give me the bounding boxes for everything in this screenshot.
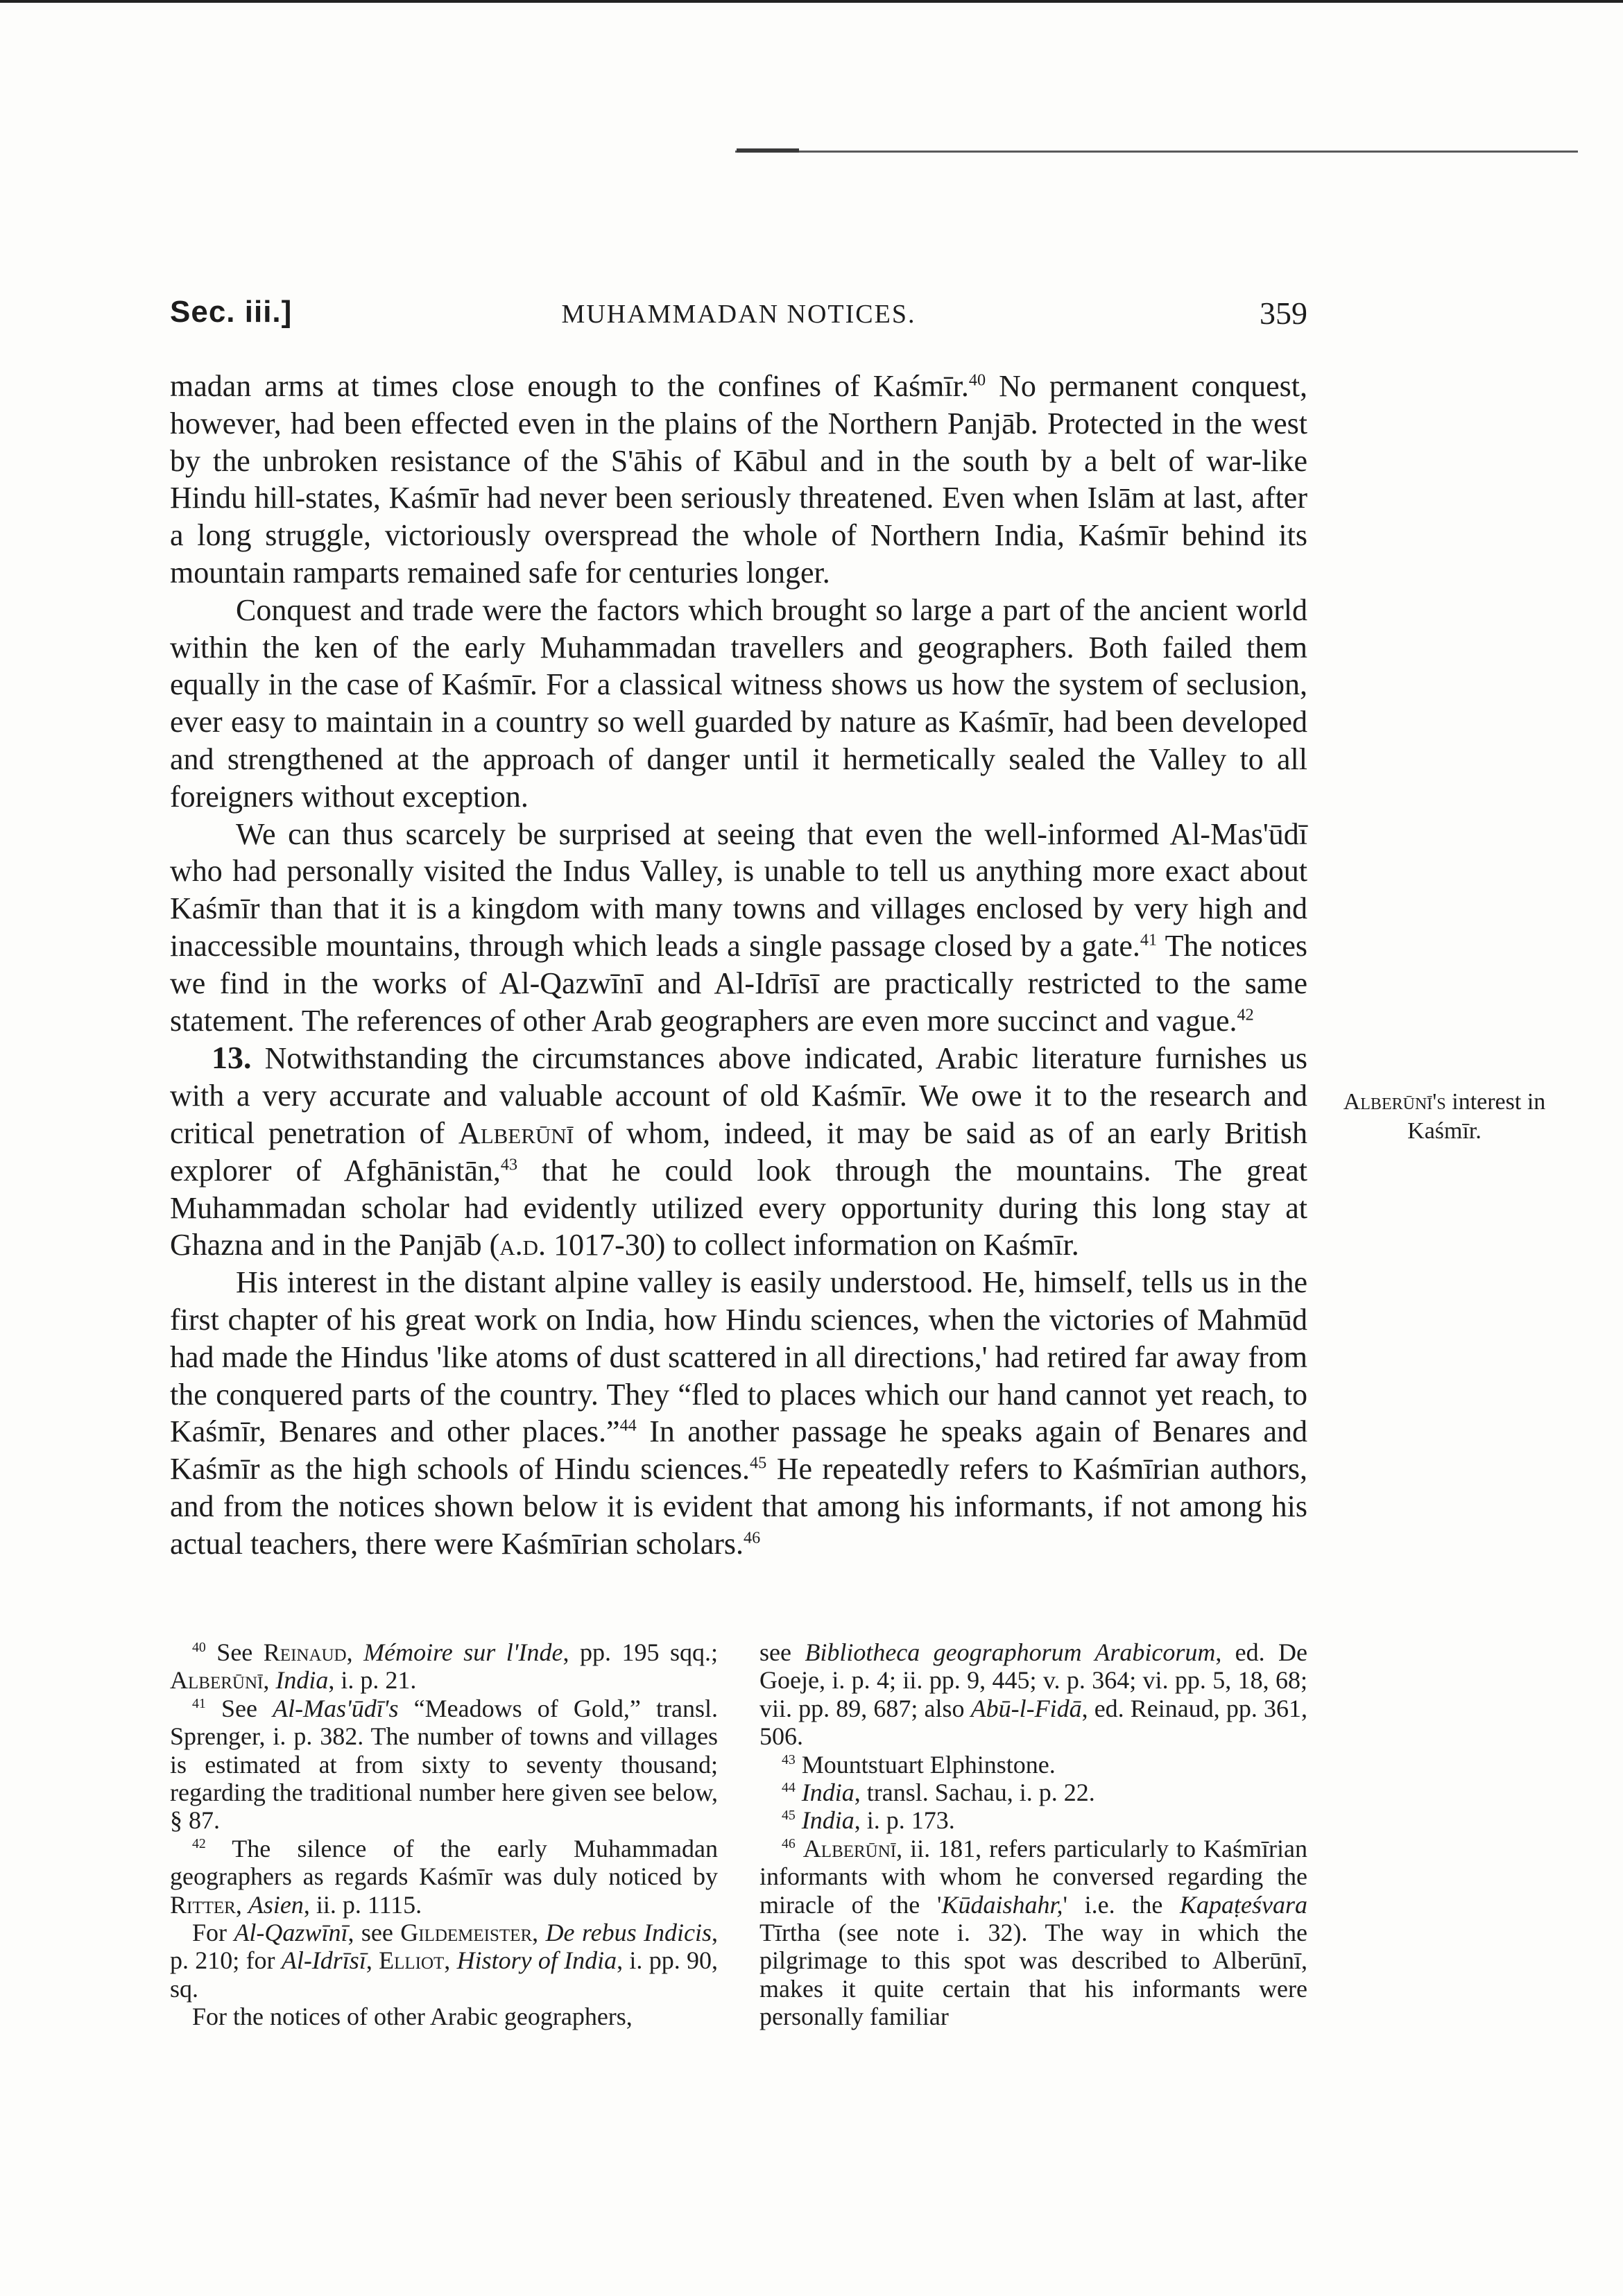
- footnote-44: $^{44}$ India, transl. Sachau, i. p. 22.: [782, 1779, 1095, 1807]
- page-number: 359: [1260, 295, 1307, 331]
- footnote-ref: 45: [750, 1453, 767, 1473]
- footnote-40: $^{40}$ See Reinaud, Mémoire sur l'Inde, pp. 195 sqq.; Alberūnī, India, i. p. 21.: [170, 1638, 718, 1695]
- footnotes-left-column: [170, 1638, 718, 2031]
- main-text: [170, 368, 1307, 1563]
- paragraph-5: His interest in the distant alpine valley is easily understood. He, himself, tells us in the first chapter of his great work on India, how Hindu sciences, when the victories of Mahmūd had made the Hindus 'like atoms of dust scattered in all directions,' had retired far away from the conquered parts of the country. They “fled to places which our hand cannot yet reach, to Kaśmīr, Benares and other places.”$^{44}$ In another passage he speaks again of Benares and Kaśmīr as the high schools of Hindu sciences.$^{45}$ He repeatedly refers to Kaśmīrian authors, and from the notices shown below it is evident that among his informants, if not among his actual teachers, there were Kaśmīrian scholars.$^{46}$: [170, 1265, 1307, 1561]
- marginal-note: Alberūnī's interest in Kaśmīr.: [1343, 1089, 1546, 1144]
- footnote-ref: 43: [500, 1155, 518, 1174]
- footnote-46: $^{46}$ Alberūnī, ii. 181, refers particularly to Kaśmīrian informants with whom he conversed regarding the miracle of the 'Kūdaishahr,' i.e. the Kapaṭeśvara Tīrtha (see note i. 32). The way in which the pilgrimage to this spot was described to Alberūnī, makes it quite certain that his informants were personally familiar: [759, 1834, 1308, 2031]
- footnote-ref: 44: [619, 1416, 637, 1435]
- footnote-43: $^{43}$ Mountstuart Elphinstone.: [782, 1750, 1056, 1779]
- paragraph-2: Conquest and trade were the factors which brought so large a part of the ancient world within the ken of the early Muhammadan travellers and geographers. Both failed them equally in the case of Kaśmīr. For a classical witness shows us how the system of seclusion, ever easy to maintain in a country so well guarded by nature as Kaśmīr, had been developed and strengthened at the approach of danger until it hermetically sealed the Valley to all foreigners without exception.: [170, 592, 1307, 814]
- running-head: [170, 295, 1307, 343]
- top-rule: [735, 151, 1578, 153]
- footnote-ref: 40: [968, 370, 986, 390]
- footnote-ref: 41: [1140, 930, 1158, 950]
- paragraph-1: madan arms at times close enough to the confines of Kaśmīr.$^{40}$ No permanent conquest, however, had been effected even in the plains of the Northern Panjāb. Protected in the west by the unbroken resistance of the S'āhis of Kābul and in the south by a belt of war-like Hindu hill-states, Kaśmīr had never been seriously threatened. Even when Islām at last, after a long struggle, victoriously overspread the whole of Northern India, Kaśmīr behind its mountain ramparts remained safe for centuries longer.: [170, 369, 1308, 590]
- paragraph-4: 13. Notwithstanding the circumstances above indicated, Arabic literature furnishes us with a very accurate and valuable account of old Kaśmīr. We owe it to the research and critical penetration of Alberūnī of whom, indeed, it may be said as of an early British explorer of Afghānistān,$^{43}$ that he could look through the mountains. The great Muhammadan scholar had evidently utilized every opportunity during this long stay at Ghazna and in the Panjāb (a.d. 1017-30) to collect information on Kaśmīr.: [170, 1040, 1308, 1262]
- footnote-ref: 42: [1237, 1004, 1254, 1024]
- top-rule-mark: [737, 148, 799, 153]
- footnote-41: $^{41}$ See Al-Mas'ūdī's “Meadows of Gold,” transl. Sprenger, i. p. 382. The number of towns and villages is estimated at from sixty to seventy thousand; regarding the traditional number here given see below, § 87.: [170, 1694, 718, 1835]
- footnote-42-continued: For Al-Qazwīnī, see Gildemeister, De rebus Indicis, p. 210; for Al-Idrīsī, Elliot, History of India, i. pp. 90, sq.: [170, 1919, 719, 2003]
- footnote-ref: 46: [744, 1528, 761, 1548]
- footnote-42-continued: see Bibliotheca geographorum Arabicorum, ed. De Goeje, i. p. 4; ii. pp. 9, 445; v. p. 364; vi. pp. 5, 18, 68; vii. pp. 89, 687; also Abū-l-Fidā, ed. Reinaud, pp. 361, 506.: [759, 1638, 1308, 1751]
- footnotes-right-column: [759, 1638, 1307, 2031]
- footnote-45: $^{45}$ India, i. p. 173.: [782, 1806, 955, 1835]
- page-top-border: [0, 0, 1623, 3]
- page-title: MUHAMMADAN NOTICES.: [561, 300, 916, 329]
- section-label: Sec. iii.]: [170, 295, 293, 329]
- footnote-42: $^{42}$ The silence of the early Muhammadan geographers as regards Kaśmīr was duly noticed by Ritter, Asien, ii. p. 1115.: [170, 1834, 718, 1919]
- section-number: 13.: [212, 1040, 252, 1076]
- paragraph-3: We can thus scarcely be surprised at seeing that even the well-informed Al-Mas'ūdī who had personally visited the Indus Valley, is unable to tell us anything more exact about Kaśmīr than that it is a kingdom with many towns and villages enclosed by very high and inaccessible mountains, through which leads a single passage closed by a gate.$^{41}$ The notices we find in the works of Al-Qazwīnī and Al-Idrīsī are practically restricted to the same statement. The references of other Arab geographers are even more succinct and vague.$^{42}$: [170, 816, 1307, 1038]
- footnote-42-continued: For the notices of other Arabic geographers,: [192, 2003, 633, 2031]
